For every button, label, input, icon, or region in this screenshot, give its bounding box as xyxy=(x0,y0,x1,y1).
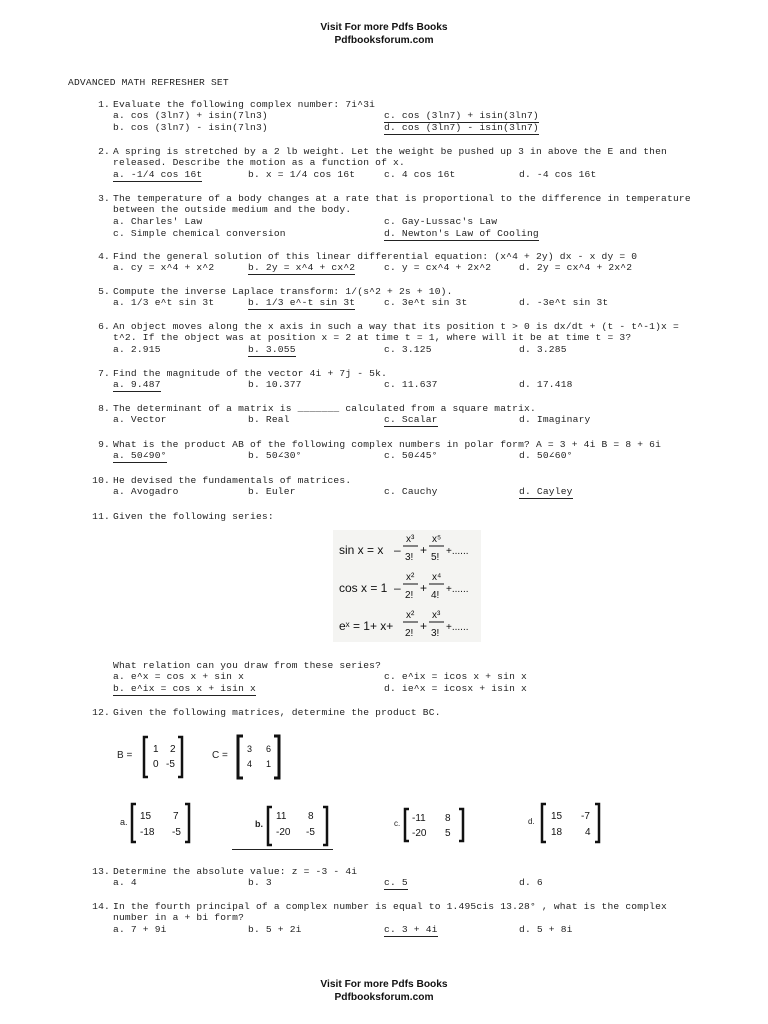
matrix-c xyxy=(236,734,282,780)
option-c: c. y = cx^4 + 2x^2 xyxy=(384,262,492,273)
cos-tail: +...... xyxy=(446,584,469,595)
sin-term1-den: 3! xyxy=(405,552,414,563)
page-header xyxy=(0,22,768,47)
option-a: a. e^x = cos x + sin x xyxy=(113,671,245,682)
option-a: a. 1/3 e^t sin 3t xyxy=(113,297,215,308)
cell: 15 xyxy=(551,811,563,822)
question-text: Find the magnitude of the vector 4i + 7j - 5k. xyxy=(113,368,388,379)
sin-lhs: sin x = x xyxy=(339,543,384,557)
cell: 4 xyxy=(247,759,253,769)
option-d: d. 5 + 8i xyxy=(519,924,573,935)
matrix-option-c xyxy=(403,807,467,843)
svg-text:–: – xyxy=(394,581,401,595)
option-c-answer: c. 3 + 4i xyxy=(384,924,438,935)
option-a-answer: a. 9.487 xyxy=(113,379,161,390)
sin-term2-num: x⁵ xyxy=(432,534,442,545)
question-text-line-1: In the fourth principal of a complex number is equal to 1.495cis 13.28° , what is the complex xyxy=(113,901,668,912)
question-number: 4. xyxy=(98,251,110,262)
question-number: 8. xyxy=(98,403,110,414)
option-b: b. x = 1/4 cos 16t xyxy=(248,169,356,180)
question-text-line-2: t^2. If the object was at position x = 2 at time t = 1, where will it be at time t = 3? xyxy=(113,332,632,343)
exp-term1-num: x² xyxy=(406,610,415,621)
exp-lhs: eˣ = 1+ x+ xyxy=(339,619,394,633)
option-d: d. 6 xyxy=(519,877,543,888)
exp-term2-den: 3! xyxy=(431,628,440,639)
cos-term1-den: 2! xyxy=(405,590,414,601)
svg-text:+: + xyxy=(420,543,428,557)
exp-tail: +...... xyxy=(446,622,469,633)
question-text-line-1: A spring is stretched by a 2 lb weight. Let the weight be pushed up 3 in above the E and then xyxy=(113,146,668,157)
question-text: Compute the inverse Laplace transform: 1/(s^2 + 2s + 10). xyxy=(113,286,453,297)
svg-text:+: + xyxy=(420,581,428,595)
question-number: 13. xyxy=(92,866,110,877)
question-text: Given the following series: xyxy=(113,511,274,522)
option-a: a. cy = x^4 + x^2 xyxy=(113,262,215,273)
cell: -20 xyxy=(276,827,291,838)
matrix-c-label: C = xyxy=(212,750,228,761)
option-a: a. 4 xyxy=(113,877,137,888)
question-number: 6. xyxy=(98,321,110,332)
question-number: 2. xyxy=(98,146,110,157)
option-b: b. 50∠30° xyxy=(248,450,302,461)
question-text: Find the general solution of this linear differential equation: (x^4 + 2y) dx - x dy = 0 xyxy=(113,251,638,262)
cell: -20 xyxy=(412,828,427,839)
series-figure xyxy=(333,530,481,642)
footer-line-1: Visit For more Pdfs Books xyxy=(320,979,448,990)
option-d: d. 50∠60° xyxy=(519,450,573,461)
question-followup-text: What relation can you draw from these series? xyxy=(113,660,382,671)
option-b: b. Real xyxy=(248,414,290,425)
svg-text:+: + xyxy=(420,619,428,633)
cell: -7 xyxy=(581,811,590,822)
option-d: d. 3.285 xyxy=(519,344,567,355)
question-text: Determine the absolute value: z = -3 - 4i xyxy=(113,866,358,877)
option-c: c. e^ix = icos x + sin x xyxy=(384,671,527,682)
question-number: 5. xyxy=(98,286,110,297)
option-c: c. 3e^t sin 3t xyxy=(384,297,468,308)
option-b: b. cos (3ln7) - isin(7ln3) xyxy=(113,122,268,133)
cell: 1 xyxy=(266,759,272,769)
question-number: 7. xyxy=(98,368,110,379)
exp-term2-num: x³ xyxy=(432,610,441,621)
series-equations xyxy=(333,530,481,642)
question-text-line-1: The temperature of a body changes at a rate that is proportional to the difference in temperature xyxy=(113,193,691,204)
option-d: d. Imaginary xyxy=(519,414,591,425)
cell: 7 xyxy=(173,811,179,822)
option-c: c. 4 cos 16t xyxy=(384,169,456,180)
question-number: 3. xyxy=(98,193,110,204)
option-d: d. -4 cos 16t xyxy=(519,169,597,180)
sin-term2-den: 5! xyxy=(431,552,440,563)
option-c: c. Gay-Lussac's Law xyxy=(384,216,498,227)
matrix-option-a xyxy=(130,802,192,844)
sin-tail: +...... xyxy=(446,546,469,557)
option-a: a. 2.915 xyxy=(113,344,161,355)
option-a: a. Vector xyxy=(113,414,167,425)
cos-lhs: cos x = 1 xyxy=(339,581,388,595)
matrix-b-option-label: b. xyxy=(255,819,263,829)
option-d-answer: d. Cayley xyxy=(519,486,573,497)
question-text-line-2: between the outside medium and the body. xyxy=(113,204,352,215)
option-d: d. -3e^t sin 3t xyxy=(519,297,609,308)
option-c: c. Cauchy xyxy=(384,486,438,497)
option-d-answer: d. Newton's Law of Cooling xyxy=(384,228,539,239)
question-text: He devised the fundamentals of matrices. xyxy=(113,475,352,486)
option-c-answer: c. 5 xyxy=(384,877,408,888)
question-number: 11. xyxy=(92,511,110,522)
option-b-answer: b. 1/3 e^-t sin 3t xyxy=(248,297,356,308)
cell: -5 xyxy=(306,827,315,838)
sin-term1-num: x³ xyxy=(406,534,415,545)
cell: 6 xyxy=(266,744,272,754)
option-a-answer: a. 50∠90° xyxy=(113,450,167,461)
question-text-line-2: number in a + bi form? xyxy=(113,912,245,923)
page-footer xyxy=(0,979,768,1004)
option-a-answer: a. -1/4 cos 16t xyxy=(113,169,203,180)
cos-term2-den: 4! xyxy=(431,590,440,601)
matrix-c-option-label: c. xyxy=(394,819,401,828)
option-b: b. 5 + 2i xyxy=(248,924,302,935)
cell: 18 xyxy=(551,827,563,838)
matrix-a-label: a. xyxy=(120,817,128,827)
cell: 15 xyxy=(140,811,152,822)
option-c: c. 11.637 xyxy=(384,379,438,390)
header-line-2: Pdfbooksforum.com xyxy=(334,34,434,46)
matrix-d-option-label: d. xyxy=(528,817,535,826)
answer-underline xyxy=(232,849,333,850)
option-d: d. 2y = cx^4 + 2x^2 xyxy=(519,262,633,273)
option-b-answer: b. e^ix = cos x + isin x xyxy=(113,683,256,694)
matrix-b-label: B = xyxy=(117,750,133,761)
cell: 11 xyxy=(276,811,287,822)
cell: 3 xyxy=(247,744,253,754)
question-number: 12. xyxy=(92,707,110,718)
svg-text:–: – xyxy=(394,543,401,557)
cell: -5 xyxy=(166,759,175,770)
exp-term1-den: 2! xyxy=(405,628,414,639)
question-text: Given the following matrices, determine the product BC. xyxy=(113,707,441,718)
cell: -11 xyxy=(412,813,426,824)
option-d: d. ie^x = icosx + isin x xyxy=(384,683,527,694)
cell: 8 xyxy=(308,811,314,822)
option-d-answer: d. cos (3ln7) - isin(3ln7) xyxy=(384,122,539,133)
question-text-line-2: released. Describe the motion as a function of x. xyxy=(113,157,405,168)
option-c: c. 3.125 xyxy=(384,344,432,355)
matrix-option-b-answer xyxy=(266,805,330,847)
question-number: 9. xyxy=(98,439,110,450)
cell: 0 xyxy=(153,759,159,770)
option-b-answer: b. 2y = x^4 + cx^2 xyxy=(248,262,356,273)
option-c-2: c. Simple chemical conversion xyxy=(113,228,286,239)
cell: 1 xyxy=(153,744,159,755)
option-a: a. Avogadro xyxy=(113,486,179,497)
option-c-answer: c. Scalar xyxy=(384,414,438,425)
option-b: b. 10.377 xyxy=(248,379,302,390)
cell: -18 xyxy=(140,827,155,838)
cos-term2-num: x⁴ xyxy=(432,572,442,583)
option-a: a. 7 + 9i xyxy=(113,924,167,935)
option-c: c. 50∠45° xyxy=(384,450,438,461)
option-b: b. Euler xyxy=(248,486,296,497)
option-c-answer: c. cos (3ln7) + isin(3ln7) xyxy=(384,110,539,121)
question-number: 10. xyxy=(92,475,110,486)
question-number: 14. xyxy=(92,901,110,912)
matrix-b xyxy=(142,734,184,780)
cell: 4 xyxy=(585,827,591,838)
question-text: What is the product AB of the following complex numbers in polar form? A = 3 + 4i B = 8 + 6i xyxy=(113,439,662,450)
footer-line-2: Pdfbooksforum.com xyxy=(334,991,434,1003)
cell: -5 xyxy=(172,827,181,838)
question-text: Evaluate the following complex number: 7i^3i xyxy=(113,99,376,110)
option-a: a. cos (3ln7) + isin(7ln3) xyxy=(113,110,268,121)
header-line-1: Visit For more Pdfs Books xyxy=(320,22,448,33)
cell: 8 xyxy=(445,813,451,824)
option-b-answer: b. 3.055 xyxy=(248,344,296,355)
cell: 5 xyxy=(445,828,451,839)
cell: 2 xyxy=(170,744,176,755)
option-b: b. 3 xyxy=(248,877,272,888)
question-number: 1. xyxy=(98,99,110,110)
matrix-option-d xyxy=(540,802,602,844)
cos-term1-num: x² xyxy=(406,572,415,583)
option-a: a. Charles' Law xyxy=(113,216,203,227)
option-d: d. 17.418 xyxy=(519,379,573,390)
question-text-line-1: An object moves along the x axis in such a way that its position t > 0 is dx/dt + (t - t^-1)x = xyxy=(113,321,679,332)
question-text: The determinant of a matrix is _______ calculated from a square matrix. xyxy=(113,403,536,414)
set-title: ADVANCED MATH REFRESHER SET xyxy=(68,77,229,88)
